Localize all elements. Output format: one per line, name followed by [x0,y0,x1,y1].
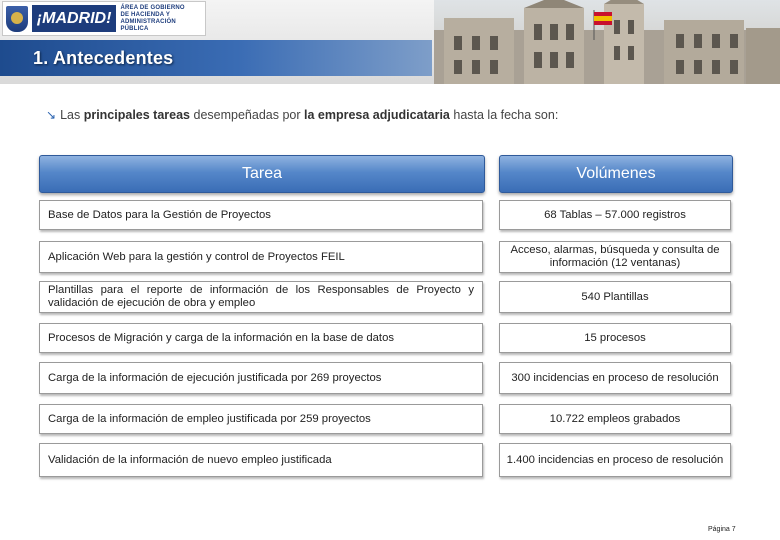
table-row-volume: Acceso, alarmas, búsqueda y consulta de información (12 ventanas) [499,241,731,273]
arrow-bullet-icon: ↘ [46,108,57,122]
page-title: 1. Antecedentes [33,48,174,68]
palace-photo [434,0,780,84]
column-header-tarea: Tarea [39,155,485,193]
intro-text [46,108,558,122]
table-row-volume: 15 procesos [499,323,731,353]
intro-bold-2: la empresa adjudicataria [303,108,450,122]
table-row-task: Procesos de Migración y carga de la información en la base de datos [39,323,483,353]
table-row-task: Validación de la información de nuevo empleo justificada [39,443,483,477]
table-row-task: Carga de la información de empleo justificada por 259 proyectos [39,404,483,434]
table-row-volume: 1.400 incidencias en proceso de resolución [499,443,731,477]
intro-middle: desempeñadas por [190,108,304,122]
table-row-task: Carga de la información de ejecución justificada por 269 proyectos [39,362,483,394]
coat-of-arms-icon [6,6,28,32]
intro-bold-1: principales tareas [83,108,191,122]
madrid-logo [2,1,206,36]
table-row-volume: 540 Plantillas [499,281,731,313]
table-row-task: Base de Datos para la Gestión de Proyectos [39,200,483,230]
page-number: Página 7 [708,526,736,533]
table-row-volume: 10.722 empleos grabados [499,404,731,434]
table-row-volume: 300 incidencias en proceso de resolución [499,362,731,394]
logo-madrid-text: ¡MADRID! [32,5,117,32]
table-row-volume: 68 Tablas – 57.000 registros [499,200,731,230]
column-header-volumenes: Volúmenes [499,155,733,193]
table-row-task: Aplicación Web para la gestión y control de Proyectos FEIL [39,241,483,273]
header-band [0,0,780,84]
intro-suffix: hasta la fecha son: [449,108,559,122]
table-row-task: Plantillas para el reporte de información de los Responsables de Proyecto y validación de ejecución de obra y empleo [39,281,483,313]
intro-prefix: Las [60,108,84,122]
logo-area-text: ÁREA DE GOBIERNO DE HACIENDA Y ADMINISTRACIÓN PÚBLICA [120,4,185,32]
